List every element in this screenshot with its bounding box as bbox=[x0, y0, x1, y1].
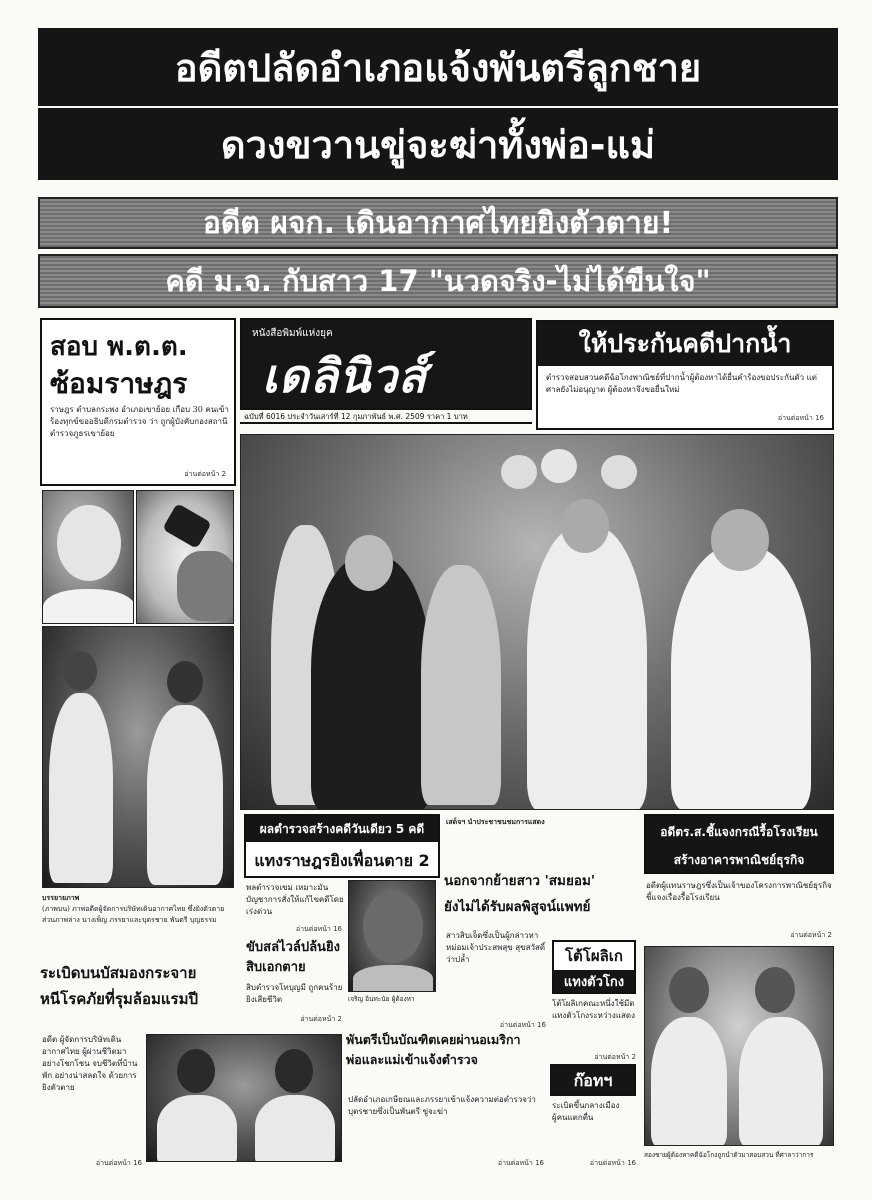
secondary-headline-1: อดีต ผจก. เดินอากาศไทยยิงตัวตาย! bbox=[38, 197, 838, 249]
story-right-top-cont: อ่านต่อหน้า 16 bbox=[777, 414, 824, 422]
royal-king-head bbox=[561, 499, 609, 553]
story-left-top-title2: ซ้อมราษฎร bbox=[50, 367, 188, 400]
main-headline-line2: ดวงขวานขู่จะฆ่าทั้งพ่อ-แม่ bbox=[38, 108, 838, 180]
story-bottom-center-title2: พ่อและแม่เข้าแจ้งตำรวจ bbox=[346, 1052, 478, 1067]
couple-man-head bbox=[63, 651, 97, 691]
two-men-head-1 bbox=[177, 1049, 215, 1093]
officer-white-uniform bbox=[671, 545, 811, 810]
story-right-top-body: ตำรวจสอบสวนคดีฉ้อโกงพาณิชย์ที่ปากน้ำผู้ต้องหาได้ยื่นคำร้องขอประกันตัว แต่ศาลยังไม่อนุญาต ผู้ต้องหาจึงขอยื่นใหม่ bbox=[546, 373, 817, 394]
photo-couple bbox=[42, 626, 234, 888]
story-toplaek-cont: อ่านต่อหน้า 2 bbox=[594, 1053, 636, 1061]
story-toplaek bbox=[552, 940, 636, 994]
couple-man-body bbox=[49, 693, 113, 883]
story-right-mid-title1: อดีตร.ส.ชี้แจงกรณีรื้อโรงเรียน bbox=[660, 825, 818, 839]
story-bottom-center-titles bbox=[346, 1030, 546, 1070]
officer-cap-3 bbox=[601, 455, 637, 489]
story-center-mid-body: พลตำรวจเขม เหมาะมัน บัญชาการสั่งให้แก้ไขคดีโดยเร่งด่วน bbox=[246, 883, 344, 916]
story-kothuk bbox=[550, 1064, 636, 1096]
story-bottom-center-body: ปลัดอำเภอเกษียณและภรรยาเข้าแจ้งความต่อตำรวจว่า บุตรชายซึ่งเป็นพันตรี ขู่จะฆ่า bbox=[348, 1095, 536, 1116]
royal-woman-center bbox=[421, 565, 501, 805]
story-center-mid-title1: ผลตำรวจสร้างคดีวันเดียว 5 คดี bbox=[246, 816, 438, 842]
bottom-right-body-2 bbox=[739, 1017, 823, 1146]
story-left-top-body: ราษฎร ตำบลกระพง อำเภอเขาย้อย เกือบ 30 คนเข้าร้องทุกข์ขออธิบดีกรมตำรวจ ว่า ถูกผู้บังคับกองสถานีตำรวจภูธรเขาย้อย bbox=[50, 405, 229, 438]
story-toplaek-title2: แทงตัวโกง bbox=[554, 970, 634, 994]
story-kothuk-body: ระเบิดขึ้นกลางเมือง ผู้คนแตกตื่น bbox=[552, 1101, 620, 1122]
photo-bottom-right bbox=[644, 946, 834, 1146]
story-left-mid-body: อดีต ผู้จัดการบริษัทเดินอากาศไทย ผู้ผ่านชีวิตมาอย่างโชกโชน จบชีวิตที่บ้านพัก อย่างน่าสลดใจ ด้วยการยิงตัวตาย bbox=[42, 1035, 138, 1092]
bottom-right-head-1 bbox=[669, 967, 709, 1013]
story-left-top bbox=[40, 318, 236, 486]
story-right-mid bbox=[644, 814, 834, 874]
story-bottom-center-title1: พันตรีเป็นบัณฑิตเคยผ่านอเมริกา bbox=[346, 1032, 521, 1047]
masthead-title: เดลินิวส์ bbox=[262, 349, 428, 403]
story-center-right-title2: ยังไม่ได้รับผลพิสูจน์แพทย์ bbox=[444, 899, 591, 915]
story-left-mid-title bbox=[40, 960, 238, 1030]
bottom-right-body-1 bbox=[651, 1017, 727, 1146]
story-center-mid2-body: สิบตำรวจโทบุญมี ถูกคนร้ายยิงเสียชีวิต bbox=[246, 983, 343, 1004]
story-center-right-title1: นอกจากย้ายสาว 'สมยอม' bbox=[444, 873, 595, 889]
story-center-right-intro: เสด็จฯ นำประชาชนชมการแสดง bbox=[446, 817, 545, 826]
story-kothuk-title: ก๊อทฯ bbox=[573, 1071, 613, 1090]
photo-suspect-caption: เจริญ อินทะนัย ผู้ต้องหา bbox=[348, 995, 415, 1003]
photo-portrait-man bbox=[42, 490, 134, 624]
story-kothuk-cont: อ่านต่อหน้า 16 bbox=[589, 1159, 636, 1167]
caption-left-title: บรรยายภาพ bbox=[42, 893, 80, 902]
two-men-head-2 bbox=[275, 1049, 313, 1093]
story-bottom-center-cont: อ่านต่อหน้า 16 bbox=[497, 1159, 544, 1167]
photo-bottom-right-caption: สองชายผู้ต้องหาคดีฉ้อโกงถูกนำตัวมาสอบสวน ที่ศาลาว่าการ bbox=[644, 1151, 814, 1159]
portrait-head-shape bbox=[57, 505, 121, 581]
story-center-right-titles bbox=[444, 868, 636, 924]
story-left-mid-title2: หนีโรคภัยที่รุมล้อมแรมปี bbox=[40, 990, 199, 1008]
story-center-right-body: สาวสิบเจ็ดซึ่งเป็นผู้กล่าวหาหม่อมเจ้าประสพสุข สุขสวัสดิ์ ว่าปล้ำ bbox=[446, 931, 546, 964]
masthead-issue-line: ฉบับที่ 6016 ประจำวันเสาร์ที่ 12 กุมภาพันธ์ พ.ศ. 2509 ราคา 1 บาท bbox=[240, 410, 532, 424]
story-right-mid-header bbox=[646, 816, 832, 874]
suspect-head bbox=[363, 891, 423, 963]
story-right-top bbox=[536, 320, 834, 430]
two-men-body-1 bbox=[157, 1095, 237, 1162]
story-center-mid2-title: ขับสล่ไวล์ปล้นยิงสิบเอกตาย bbox=[246, 940, 340, 975]
masthead bbox=[240, 318, 532, 410]
caption-left bbox=[42, 892, 238, 926]
officer-cap-1 bbox=[501, 455, 537, 489]
royal-man-head bbox=[345, 535, 393, 591]
main-headline-line1: อดีตปลัดอำเภอแจ้งพันตรีลูกชาย bbox=[38, 28, 838, 106]
story-right-top-title: ให้ประกันคดีปากน้ำ bbox=[538, 322, 832, 366]
photo-two-men bbox=[146, 1034, 342, 1162]
story-center-mid-cont: อ่านต่อหน้า 16 bbox=[295, 925, 342, 933]
story-center-right-cont: อ่านต่อหน้า 16 bbox=[499, 1021, 546, 1029]
couple-woman-head bbox=[167, 661, 203, 703]
gun-shape bbox=[162, 503, 212, 549]
story-center-mid2-cont: อ่านต่อหน้า 2 bbox=[300, 1015, 342, 1023]
story-toplaek-body: โต้โผลิเกคณะหนึ่งใช้มีดแทงตัวโกงระหว่างแสดง bbox=[552, 999, 635, 1020]
story-left-top-cont: อ่านต่อหน้า 2 bbox=[184, 470, 226, 478]
officer-cap-2 bbox=[541, 449, 577, 483]
story-left-mid-title1: ระเบิดบนบัสมองกระจาย bbox=[40, 964, 197, 982]
officer-head bbox=[711, 509, 769, 571]
bottom-right-head-2 bbox=[755, 967, 795, 1013]
story-left-mid-cont: อ่านต่อหน้า 16 bbox=[95, 1159, 142, 1167]
story-right-mid-cont: อ่านต่อหน้า 2 bbox=[790, 931, 832, 939]
masthead-small: หนังสือพิมพ์แห่งยุค bbox=[252, 328, 333, 339]
photo-gun-hand bbox=[136, 490, 234, 624]
suspect-body bbox=[353, 965, 433, 992]
photo-royal-visit bbox=[240, 434, 834, 810]
story-right-mid-body: อดีตผู้แทนราษฎรซึ่งเป็นเจ้าของโครงการพาณิชย์ธุรกิจ ชี้แจงเรื่องรื้อโรงเรียน bbox=[646, 881, 832, 902]
photo-suspect bbox=[348, 880, 436, 992]
two-men-body-2 bbox=[255, 1095, 335, 1162]
royal-king-uniform bbox=[527, 525, 647, 810]
story-toplaek-title1: โต้โผลิเก bbox=[564, 947, 624, 965]
couple-woman-body bbox=[147, 705, 223, 885]
secondary-headline-2: คดี ม.จ. กับสาว 17 "นวดจริง-ไม่ได้ขืนใจ" bbox=[38, 254, 838, 308]
hand-shape bbox=[177, 551, 234, 621]
story-left-top-title1: สอบ พ.ต.ต. bbox=[50, 332, 188, 362]
story-center-mid bbox=[244, 814, 440, 878]
royal-man-dark-suit bbox=[311, 555, 431, 810]
story-center-mid-title2: แทงราษฎรยิงเพื่อนตาย 2 bbox=[254, 851, 430, 870]
story-right-mid-title2: สร้างอาคารพาณิชย์ธุรกิจ bbox=[673, 853, 805, 867]
portrait-body-shape bbox=[43, 589, 134, 624]
caption-left-body: (ภาพบน) ภาพอดีตผู้จัดการบริษัทเดินอากาศไทย ซึ่งยิงตัวตาย ส่วนภาพล่าง นางเพ็ญ ภรรยาและบุตรชาย พันตรี บุญธรรม bbox=[42, 905, 225, 924]
